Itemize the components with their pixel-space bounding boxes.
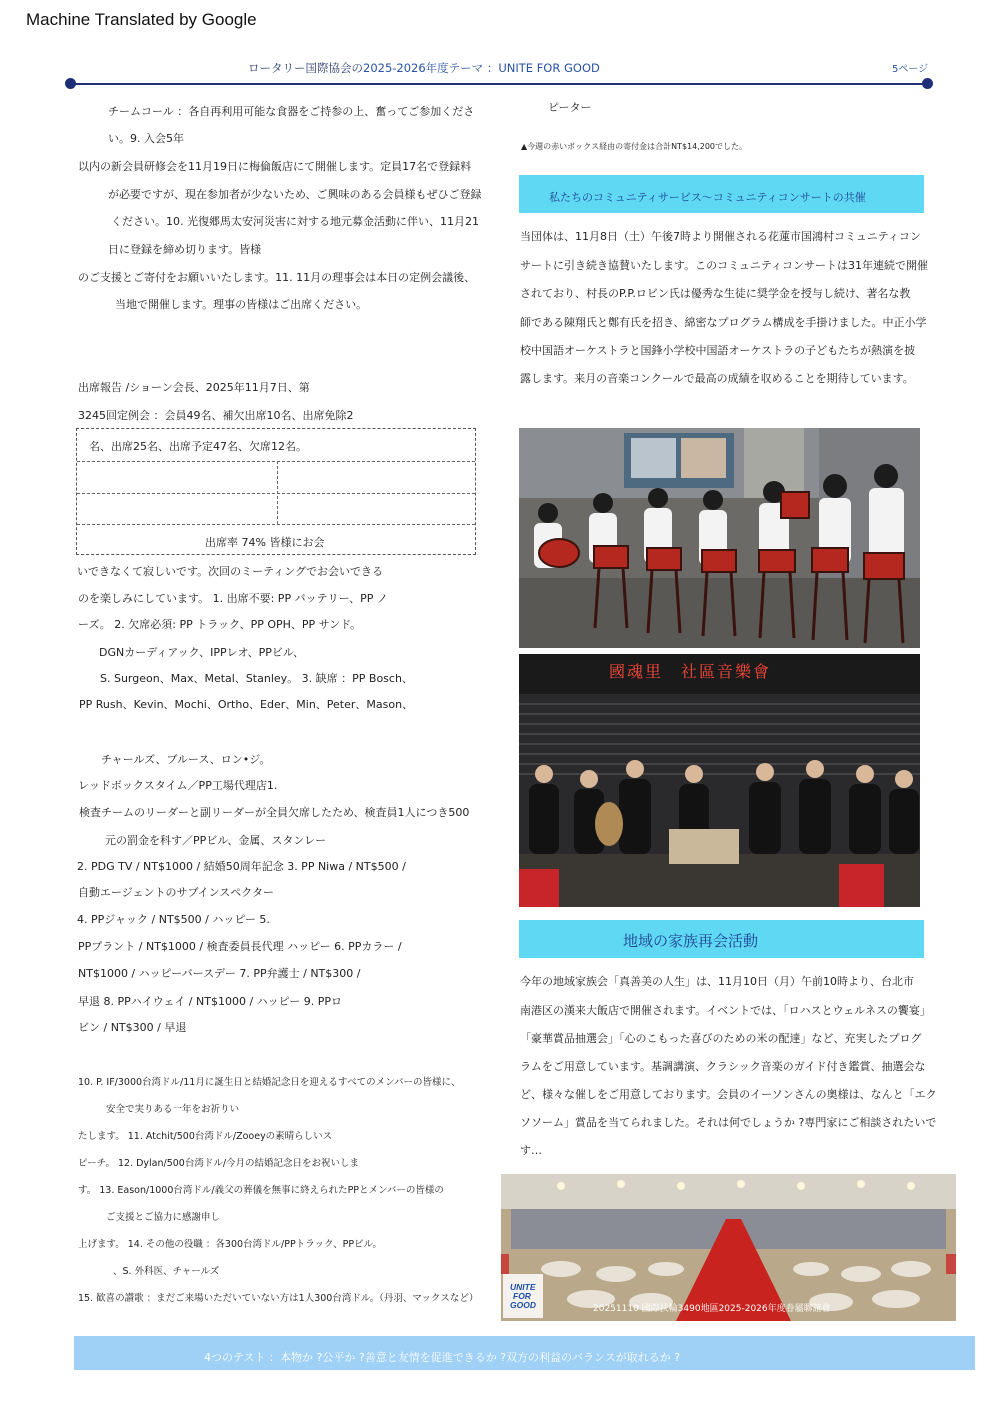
red-box-line: 自動エージェントのサブインスペクター <box>78 886 275 899</box>
newsletter-header-title <box>248 60 600 76</box>
family-text-line: 「豪華賞品抽選会」「心のこもった喜びのための米の配達」など、充実したプログ <box>520 1032 922 1045</box>
orchestra-photo <box>519 654 920 907</box>
logo-word: GOOD <box>510 1300 536 1310</box>
announcement-line: 当地で開催します。理事の皆様はご出席ください。 <box>115 298 368 311</box>
red-box-line: 早退 8. PPハイウェイ / NT$1000 / ハッピー 9. PPロ <box>78 995 342 1008</box>
banquet-hall-photo <box>501 1174 956 1321</box>
red-box-total-note: ▲今週の赤いボックス経由の寄付金は合計NT$14,200でした。 <box>521 142 748 151</box>
attendance-text-line: S. Surgeon、Max、Metal、Stanley。 3. 缺席 ：PP Bosch、 <box>100 672 413 685</box>
donation-line: 10. P. IF/3000台湾ドル/11月に誕生日と結婚記念日を迎えるすべてのメンバーの皆様に、 <box>78 1077 461 1088</box>
banquet-photo-caption: 20251110 國際扶輪3490地區2025-2026年度眷屬聯誼會 <box>593 1304 831 1314</box>
attendance-table <box>76 428 476 555</box>
family-text-line: ソソーム」賞品を当てられました。それは何でしょうか ?専門家にご相談されたいで <box>520 1116 937 1129</box>
red-box-line: 検査チームのリーダーと副リーダーが全員欠席したため、検査員1人につき500 <box>79 806 470 819</box>
community-text-line: 校中国語オーケストラと国鋒小学校中国語オーケストラの子どもたちが熱演を披 <box>520 344 916 357</box>
logo-word: UNITE <box>510 1282 536 1292</box>
attendance-text-line: ーズ。 2. 欠席必須: PP トラック、PP OPH、PP サンド。 <box>78 618 362 631</box>
announcement-line: 日に登録を締め切ります。皆様 <box>108 243 262 256</box>
unite-for-good-logo <box>510 1283 536 1310</box>
attendance-text-line: DGNカーディアック、IPPレオ、PPビル、 <box>99 646 305 659</box>
community-text-line: 当団体は、11月8日（土）午後7時より開催される花蓮市国鴻村コミュニティコン <box>520 230 921 243</box>
family-text-line: ど、様々な催しをご用意しております。会員のイーソンさんの奥様は、なんと「エク <box>520 1088 937 1101</box>
family-text-line: 南港区の漢来大飯店で開催されます。イベントでは、「ロハスとウェルネスの饗宴」 <box>520 1004 931 1017</box>
red-box-line: 2. PDG TV / NT$1000 / 結婚50周年記念 3. PP Niwa / NT$500 / <box>77 860 406 873</box>
donation-line: 上げます。 14. その他の役職 ：各300台湾ドル/PPトラック、PPビル。 <box>78 1239 382 1250</box>
announcement-line: が必要ですが、現在参加者が少ないため、ご興味のある会員様もぜひご登録 <box>108 188 482 201</box>
donation-line: たします。 11. Atchit/500台湾ドル/Zooeyの素晴らしいス <box>78 1131 333 1142</box>
community-text-line: 露します。来月の音楽コンクールで最高の成績を収めることを期待しています。 <box>520 372 914 385</box>
attendance-rate: 出席率 74% 皆様にお会 <box>205 536 325 549</box>
red-box-line: 4. PPジャック / NT$500 / ハッピー 5. <box>77 913 270 926</box>
header-theme: 2025-2026年度テーマ ：UNITE FOR GOOD <box>363 61 600 75</box>
community-service-heading: 私たちのコミュニティサービス～コミュニティコンサートの共催 <box>549 191 866 204</box>
family-text-line: 今年の地域家族会「真善美の人生」は、11月10日（月）午前10時より、台北市 <box>520 975 914 988</box>
red-box-line: ビン / NT$300 / 早退 <box>78 1021 187 1034</box>
community-text-line: 師である陳翔氏と鄭有氏を招き、綿密なプログラム構成を手掛けました。中正小学 <box>520 316 927 329</box>
red-box-line: PPプラント / NT$1000 / 検査委員長代理 ハッピー 6. PPカラー / <box>78 940 402 953</box>
donation-line: す。 13. Eason/1000台湾ドル/義父の葬儀を無事に終えられたPPとメンバーの皆様の <box>78 1185 444 1196</box>
donation-line: 、S. 外科医、チャールズ <box>113 1266 220 1277</box>
family-text-line: ラムをご用意しています。基調講演、クラシック音楽のガイド付き鑑賞、抽選会な <box>520 1060 926 1073</box>
announcement-line: 以内の新会員研修会を11月19日に梅倫飯店にて開催します。定員17名で登録料 <box>78 160 472 173</box>
donation-line: 15. 歓喜の讃歌 ：まだご来場いただいていない方は1人300台湾ドル。（丹羽、マックスなど） <box>78 1293 479 1304</box>
family-reunion-heading: 地域の家族再会活動 <box>623 932 759 950</box>
announcement-line: チームコール ：各自再利用可能な食器をご持参の上、奮ってご参加くださ <box>108 105 475 118</box>
logo-word: FOR <box>513 1291 531 1301</box>
announcement-line: ください。10. 光復郷馬太安河災害に対する地元募金活動に伴い、11月21 <box>111 215 479 228</box>
concert-sign: 國魂里 社區音樂會 <box>609 662 772 681</box>
attendance-table-row: 名、出席25名、出席予定47名、欠席12名。 <box>89 440 307 453</box>
community-text-line: されており、村長のP.P.ロビン氏は優秀な生徒に奨学金を授与し続け、著名な教 <box>520 287 911 300</box>
donation-line: ピーチ。 12. Dylan/500台湾ドル/今月の結婚記念日をお祝いしま <box>78 1158 360 1169</box>
attendance-text-line: いできなくて寂しいです。次回のミーティングでお会いできる <box>77 565 384 578</box>
continued-name: ピーター <box>548 101 592 114</box>
donation-line: 安全で実りある一年をお祈りい <box>106 1104 240 1115</box>
machine-translation-label: Machine Translated by Google <box>26 10 257 29</box>
attendance-report-line: 出席報告 /ショーン会長、2025年11月7日、第 <box>78 381 310 394</box>
four-way-test-footer <box>74 1336 975 1370</box>
red-box-line: NT$1000 / ハッピーバースデー 7. PP弁護士 / NT$300 / <box>78 967 361 980</box>
announcement-line: い。9. 入会5年 <box>108 132 184 145</box>
attendance-report-line: 3245回定例会 ：会員49名、補欠出席10名、出席免除2 <box>78 409 354 422</box>
header-rule-right-dot <box>922 78 933 89</box>
family-text-line: す… <box>520 1144 542 1157</box>
donation-line: ご支援とご協力に感謝申し <box>106 1212 221 1223</box>
header-title-prefix: ロータリー国際協会の <box>248 61 363 75</box>
page-number: 5ページ <box>892 64 929 75</box>
attendance-text-line: チャールズ、ブルース、ロン•ジ。 <box>101 753 271 766</box>
attendance-text-line: PP Rush、Kevin、Mochi、Ortho、Eder、Min、Peter、Mason、 <box>79 698 414 711</box>
red-box-line: レッドボックスタイム／PP工場代理店1. <box>78 779 278 792</box>
header-rule-left-dot <box>65 78 76 89</box>
four-way-test-text: 4つのテスト ：本物か ?公平か ?善意と友情を促進できるか ?双方の利益のバランスが取れるか ? <box>204 1351 681 1364</box>
family-reunion-banner <box>519 920 924 958</box>
red-box-line: 元の罰金を科す／PPビル、金属、スタンレー <box>105 834 327 847</box>
header-rule <box>70 83 928 85</box>
announcement-line: のご支援とご寄付をお願いいたします。11. 11月の理事会は本日の定例会議後、 <box>78 271 476 284</box>
community-service-banner <box>519 175 924 213</box>
attendance-text-line: のを楽しみにしています。 1. 出席不要: PP バッテリー、PP ノ <box>78 592 388 605</box>
drum-performance-photo <box>519 428 920 648</box>
community-text-line: サートに引き続き協賛いたします。このコミュニティコンサートは31年連続で開催 <box>520 259 929 272</box>
